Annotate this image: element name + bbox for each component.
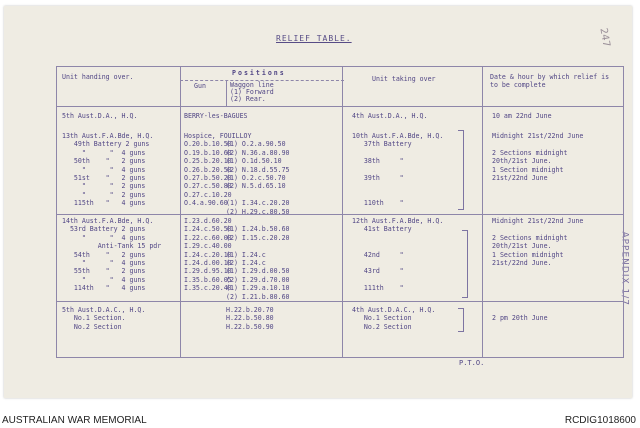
cell-unit-handing-over: " " 4 guns: [62, 275, 146, 284]
cell-unit-taking-over: 41st Battery: [352, 225, 412, 234]
cell-unit-handing-over: 55th " 2 guns: [62, 267, 146, 276]
cell-unit-handing-over: Anti-Tank 15 pdr: [62, 242, 162, 251]
cell-date-hour: Midnight 21st/22nd June: [492, 132, 584, 140]
cell-waggon-line: (2) N.36.a.80.90: [226, 148, 290, 157]
cell-date-hour: 1 Section midnight: [492, 165, 564, 174]
cell-waggon-line: (2) H.29.c.80.50: [226, 207, 290, 216]
cell-date-hour: 10 am 22nd June: [492, 112, 552, 120]
cell-unit-handing-over: 53rd Battery 2 guns: [62, 225, 146, 234]
cell-gun-position: I.35.b.60.05: [184, 275, 232, 284]
cell-gun-position: O.19.b.10.60: [184, 148, 232, 157]
cell-unit-handing-over: " " 4 guns: [62, 165, 146, 174]
cell-waggon-line: (2) N.5.d.65.10: [226, 182, 286, 191]
table-line: [56, 301, 624, 302]
bracket: [458, 308, 464, 332]
cell-gun-position: Hospice, FOUILLOY: [184, 132, 252, 140]
cell-waggon-line: (1) I.29.a.10.10: [226, 284, 290, 293]
cell-waggon-line: H.22.b.20.70: [226, 306, 274, 314]
table-line: [56, 66, 57, 358]
cell-date-hour: 21st/22nd June: [492, 174, 548, 182]
footer-record-id: RCDIG1018600: [564, 415, 636, 426]
cell-unit-handing-over: No.2 Section: [62, 322, 122, 331]
cell-unit-taking-over: 42nd ": [352, 250, 404, 259]
cell-date-hour: 2 Sections midnight: [492, 148, 568, 157]
cell-unit-taking-over: 10th Aust.F.A.Bde, H.Q.: [352, 132, 444, 140]
cell-unit-handing-over: 49th Battery 2 guns: [62, 140, 150, 149]
cell-unit-handing-over: " " 2 guns: [62, 190, 146, 199]
cell-waggon-line: (2) N.18.d.55.75: [226, 165, 290, 174]
cell-waggon-line: (2) I.29.d.70.00: [226, 275, 290, 284]
cell-date-hour: 20th/21st June.: [492, 242, 552, 251]
cell-unit-handing-over: " " 4 guns: [62, 259, 146, 267]
cell-unit-handing-over: 5th Aust.D.A.C., H.Q.: [62, 306, 146, 314]
cell-unit-handing-over: " " 4 guns: [62, 233, 146, 242]
cell-unit-taking-over: No.1 Section: [352, 314, 412, 323]
cell-gun-position: I.24.c.20.10: [184, 250, 232, 259]
cell-unit-handing-over: 13th Aust.F.A.Bde, H.Q.: [62, 132, 154, 140]
cell-gun-position: I.22.c.60.00: [184, 233, 232, 242]
table-line: [180, 66, 181, 358]
header-unit-taking-over: Unit taking over: [372, 75, 436, 83]
relief-table: [56, 66, 624, 358]
cell-waggon-line: (2) I.15.c.20.20: [226, 233, 290, 242]
header-rear: (2) Rear.: [230, 95, 266, 103]
bracket: [458, 130, 464, 210]
cell-date-hour: 20th/21st June.: [492, 157, 552, 166]
cell-gun-position: I.24.c.50.50: [184, 225, 232, 234]
cell-gun-position: O.27.c.50.80: [184, 182, 232, 191]
table-line: [56, 66, 624, 67]
header-forward: (1) Forward: [230, 88, 274, 96]
bracket: [462, 230, 468, 298]
cell-gun-position: O.25.b.20.10: [184, 157, 232, 166]
handwritten-ref-number: 247: [597, 27, 612, 48]
cell-unit-taking-over: 4th Aust.D.A.C., H.Q.: [352, 306, 436, 314]
cell-date-hour: 2 Sections midnight: [492, 233, 568, 242]
table-line: [342, 66, 343, 358]
cell-date-hour: Midnight 21st/22nd June: [492, 217, 584, 225]
cell-waggon-line: (1) I.29.d.00.50: [226, 267, 290, 276]
cell-unit-taking-over: 111th ": [352, 284, 404, 293]
cell-unit-taking-over: 12th Aust.F.A.Bde, H.Q.: [352, 217, 444, 225]
cell-unit-handing-over: 54th " 2 guns: [62, 250, 146, 259]
cell-unit-handing-over: 114th " 4 guns: [62, 284, 146, 293]
pto-note: P.T.O.: [459, 359, 485, 367]
cell-date-hour: 21st/22nd June.: [492, 259, 552, 267]
table-line: [56, 214, 624, 215]
cell-gun-position: O.27.c.10.20: [184, 190, 232, 199]
cell-gun-position: O.20.b.10.50: [184, 140, 232, 149]
cell-unit-handing-over: 14th Aust.F.A.Bde, H.Q.: [62, 217, 154, 225]
cell-unit-handing-over: 51st " 2 guns: [62, 174, 146, 182]
cell-unit-handing-over: 5th Aust.D.A., H.Q.: [62, 112, 138, 120]
cell-unit-handing-over: " " 2 guns: [62, 182, 146, 191]
cell-waggon-line: (2) I.21.b.80.60: [226, 292, 290, 301]
header-gun: Gun: [194, 82, 206, 90]
cell-gun-position: O.27.b.50.20: [184, 174, 232, 182]
cell-waggon-line: (1) I.34.c.20.20: [226, 199, 290, 208]
cell-gun-position: O.4.a.90.60: [184, 199, 228, 208]
cell-unit-taking-over: 110th ": [352, 199, 404, 208]
cell-waggon-line: (2) I.24.c: [226, 259, 266, 267]
cell-unit-taking-over: 43rd ": [352, 267, 404, 276]
cell-gun-position: I.29.c.40.00: [184, 242, 232, 251]
cell-waggon-line: (1) O.2.c.50.70: [226, 174, 286, 182]
document-sheet: [4, 6, 632, 398]
cell-waggon-line: (1) O.1d.50.10: [226, 157, 282, 166]
header-waggon-line: Waggon line: [230, 81, 274, 89]
cell-gun-position: I.35.c.20.40: [184, 284, 232, 293]
cell-gun-position: O.26.b.20.50: [184, 165, 232, 174]
table-line: [56, 357, 624, 358]
table-line: [226, 80, 227, 106]
table-line: [482, 66, 483, 358]
cell-waggon-line: (1) I.24.c: [226, 250, 266, 259]
cell-unit-taking-over: 37th Battery: [352, 140, 412, 149]
cell-gun-position: I.23.d.60.20: [184, 217, 232, 225]
table-line: [56, 106, 624, 107]
cell-unit-handing-over: No.1 Section.: [62, 314, 126, 323]
appendix-mark: APPENDIX 1/7: [620, 231, 630, 306]
cell-unit-handing-over: 115th " 4 guns: [62, 199, 146, 208]
cell-date-hour: 2 pm 20th June: [492, 314, 548, 323]
cell-unit-taking-over: No.2 Section: [352, 322, 412, 331]
cell-unit-taking-over: 38th ": [352, 157, 404, 166]
cell-gun-position: I.29.d.95.10: [184, 267, 232, 276]
cell-gun-position: BERRY-les-BAGUES: [184, 112, 248, 120]
table-line: [623, 66, 624, 358]
cell-date-hour: 1 Section midnight: [492, 250, 564, 259]
footer-archive-name: AUSTRALIAN WAR MEMORIAL: [2, 415, 147, 426]
document-title: RELIEF TABLE.: [276, 34, 352, 43]
cell-waggon-line: H.22.b.50.80: [226, 314, 274, 323]
header-date-hour: Date & hour by which relief is to be complete: [490, 73, 610, 89]
cell-waggon-line: H.22.b.50.90: [226, 322, 274, 331]
cell-unit-taking-over: 4th Aust.D.A., H.Q.: [352, 112, 428, 120]
cell-unit-taking-over: 39th ": [352, 174, 404, 182]
header-unit-handing-over: Unit handing over.: [62, 73, 134, 81]
header-positions: Positions: [232, 69, 286, 77]
cell-waggon-line: (1) O.2.a.90.50: [226, 140, 286, 149]
cell-unit-handing-over: 50th " 2 guns: [62, 157, 146, 166]
cell-gun-position: I.24.d.00.10: [184, 259, 232, 267]
cell-unit-handing-over: " " 4 guns: [62, 148, 146, 157]
cell-waggon-line: (1) I.24.b.50.60: [226, 225, 290, 234]
